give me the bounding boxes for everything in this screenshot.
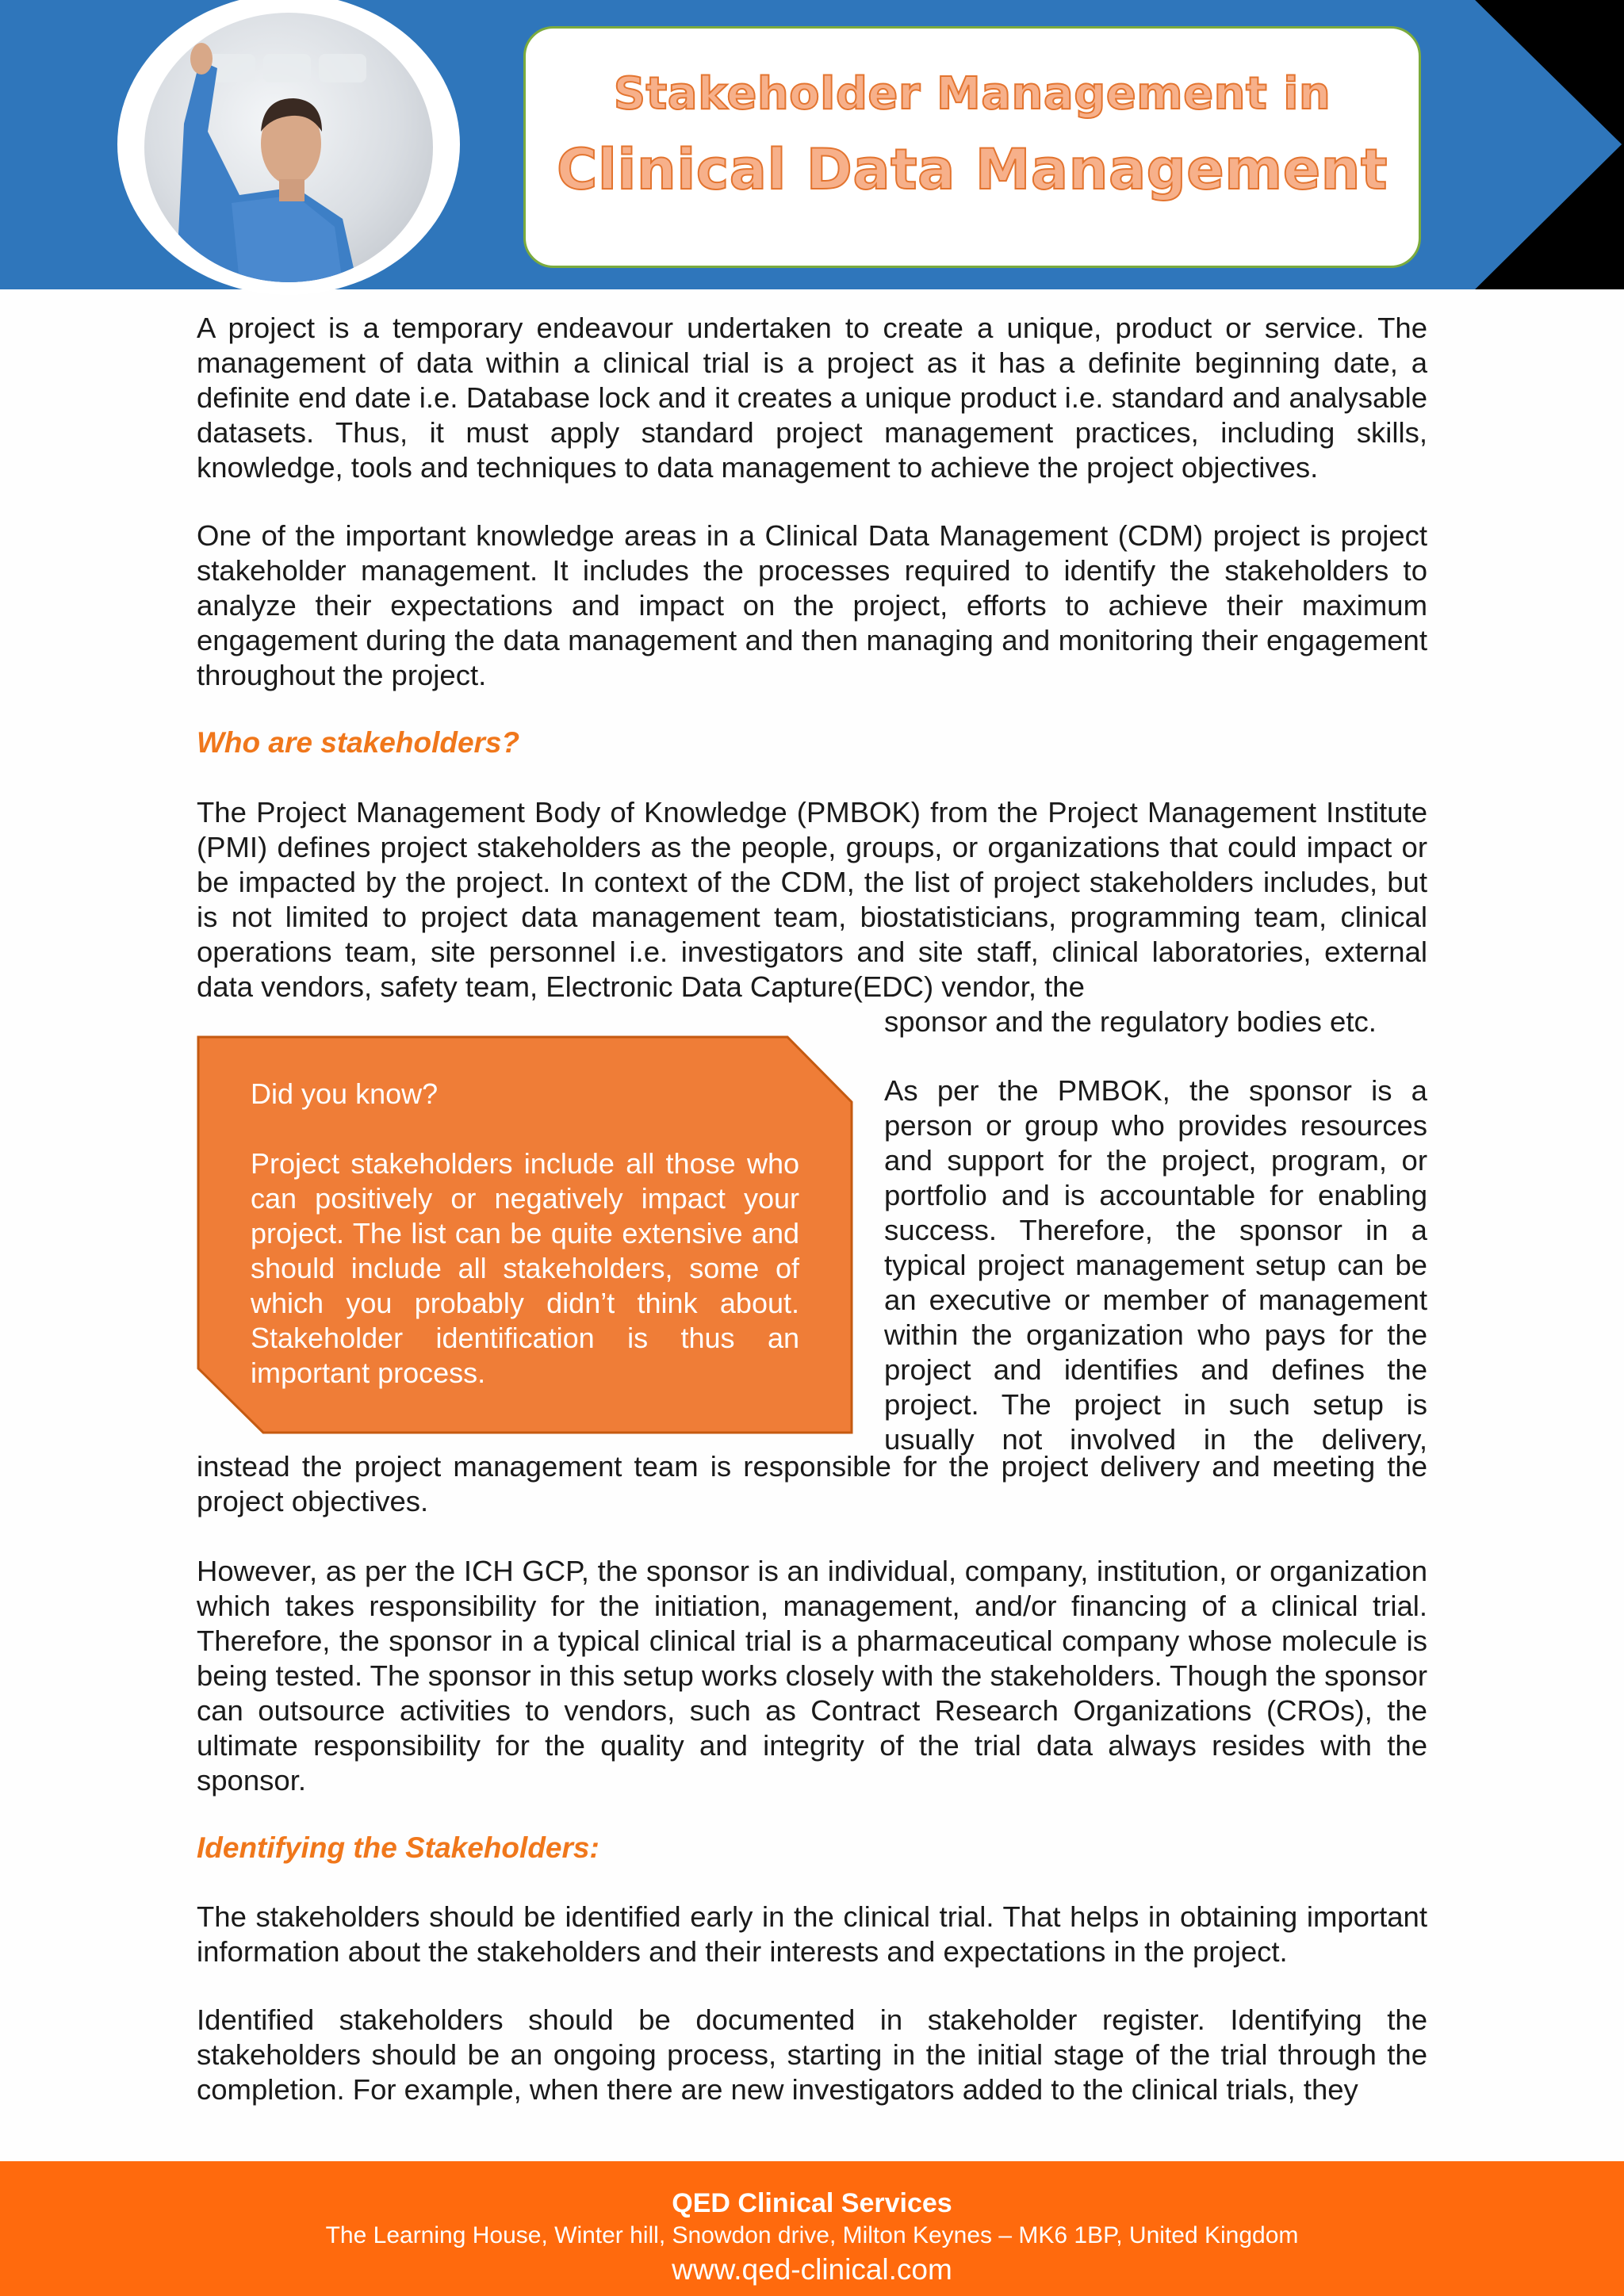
title-box	[523, 26, 1421, 268]
header-banner	[0, 0, 1624, 289]
callout-title: Did you know?	[251, 1077, 439, 1110]
column-line: project and identifies and defines the	[884, 1353, 1427, 1386]
stakeholder-register-paragraph: Identified stakeholders should be documented in stakeholder register. Identifying the stakeholders should be an ongoing process, starting in the initial stage of the trial through the completion. For example, when there are new investigators added to the clinical trials, they	[197, 2003, 1427, 2106]
column-line: an executive or member of management	[884, 1284, 1427, 1316]
pmbok-definition-paragraph: The Project Management Body of Knowledge (PMBOK) from the Project Management Institute (PMI) defines project stakeholders as the people, groups, or organizations that could impact or be impacted by the project. In context of the CDM, the list of project stakeholders includes, but is not limited to project data management team, biostatisticians, programming team, clinical operations team, site personnel i.e. investigators and site staff, clinical laboratories, external data vendors, safety team, Electronic Data Capture(EDC) vendor, the	[197, 796, 1427, 1003]
intro-paragraph-1: A project is a temporary endeavour undertaken to create a unique, product or service. The management of data within a clinical trial is a project as it has a definite beginning date, a definite end date i.e. Database lock and it creates a unique product i.e. standard and analysable datasets. Thus, it must apply standard project management practices, including skills, knowledge, tools and techniques to data management to achieve the project objectives.	[197, 312, 1427, 484]
callout-body: Project stakeholders include all those who can positively or negatively impact your project. The list can be quite extensive and should include all stakeholders, some of which you probably didn’t think about. Stakeholder identification is thus an important process.	[251, 1147, 799, 1389]
column-line: As per the PMBOK, the sponsor is a	[884, 1074, 1427, 1107]
footer-company-name: QED Clinical Services	[672, 2188, 952, 2218]
page-title-line2: Clinical Data Management	[557, 137, 1388, 202]
footer-website-link[interactable]: www.qed-clinical.com	[672, 2253, 952, 2286]
heading-who-are-stakeholders: Who are stakeholders?	[197, 726, 520, 759]
intro-paragraph-2: One of the important knowledge areas in a Clinical Data Management (CDM) project is project stakeholder management. It includes the processes required to identify the stakeholders to analyze their expectations and impact on the project, efforts to achieve their maximum engagement during the data management and then managing and monitoring their engagement throughout the project.	[197, 519, 1427, 691]
page-title-line1: Stakeholder Management in	[613, 68, 1331, 120]
column-line: and support for the project, program, or	[884, 1144, 1427, 1177]
footer	[0, 2161, 1624, 2296]
identify-early-paragraph: The stakeholders should be identified early in the clinical trial. That helps in obtaining important information about the stakeholders and their interests and expectations in the project.	[197, 1900, 1427, 1968]
column-line: project. The project in such setup is	[884, 1388, 1427, 1421]
businessman-illustration	[144, 13, 433, 282]
column-line: portfolio and is accountable for enabling	[884, 1179, 1427, 1211]
footer-address: The Learning House, Winter hill, Snowdon drive, Milton Keynes – MK6 1BP, United Kingdom	[325, 2222, 1299, 2248]
businessman-photo	[144, 13, 433, 282]
pmbok-paragraph-tail: sponsor and the regulatory bodies etc.	[884, 1005, 1377, 1038]
column-line: typical project management setup can be	[884, 1249, 1427, 1281]
heading-identifying-stakeholders: Identifying the Stakeholders:	[197, 1831, 599, 1864]
column-line: person or group who provides resources	[884, 1109, 1427, 1142]
column-line: usually not involved in the delivery,	[884, 1423, 1427, 1456]
did-you-know-callout	[197, 1035, 853, 1434]
column-line: success. Therefore, the sponsor in a	[884, 1214, 1427, 1246]
ich-gcp-paragraph: However, as per the ICH GCP, the sponsor is an individual, company, institution, or organization which takes responsibility for the initiation, management, and/or financing of a clinical trial. Therefore, the sponsor in a typical clinical trial is a pharmaceutical company whose molecule is being tested. The sponsor in this setup works closely with the stakeholders. Though the sponsor can outsource activities to vendors, such as Contract Research Organizations (CROs), the ultimate responsibility for the quality and integrity of the trial data always resides with the sponsor.	[197, 1555, 1427, 1797]
sponsor-paragraph-tail: instead the project management team is responsible for the project delivery and meeting the project objectives.	[197, 1450, 1427, 1517]
column-line: within the organization who pays for the	[884, 1318, 1427, 1351]
